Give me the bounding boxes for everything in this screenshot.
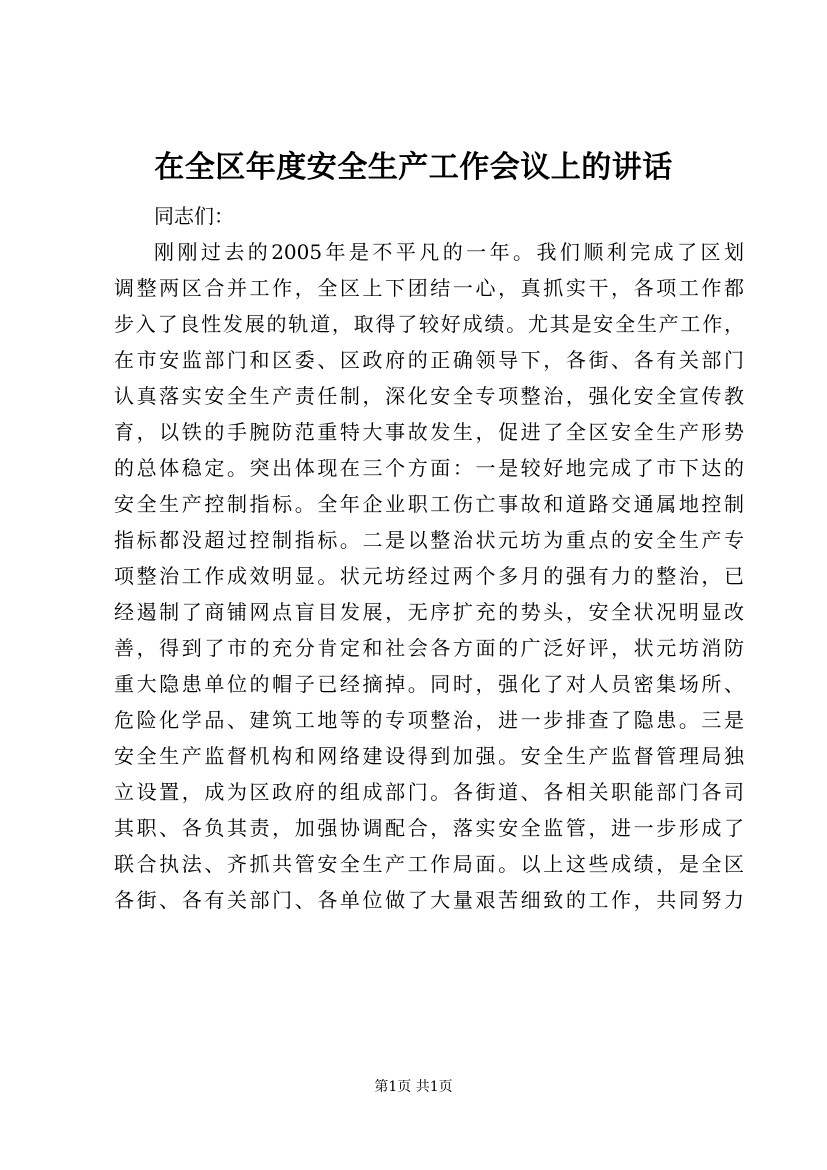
paragraph-line: 育，以铁的手腕防范重特大事故发生，促进了全区安全生产形势 xyxy=(114,420,744,444)
paragraph-line: 联合执法、齐抓共管安全生产工作局面。以上这些成绩，是全区 xyxy=(114,852,744,876)
paragraph-line: 其职、各负其责，加强协调配合，落实安全监管，进一步形成了 xyxy=(114,816,744,840)
paragraph-line: 在市安监部门和区委、区政府的正确领导下，各街、各有关部门 xyxy=(114,348,744,372)
paragraph-line: 认真落实安全生产责任制，深化安全专项整治，强化安全宣传教 xyxy=(114,384,744,408)
paragraph-line: 各街、各有关部门、各单位做了大量艰苦细致的工作，共同努力 xyxy=(114,888,744,912)
paragraph-line: 善，得到了市的充分肯定和社会各方面的广泛好评，状元坊消防 xyxy=(114,636,744,660)
greeting-line: 同志们： xyxy=(154,204,234,228)
paragraph-line: 经遏制了商铺网点盲目发展，无序扩充的势头，安全状况明显改 xyxy=(114,600,744,624)
paragraph-line: 重大隐患单位的帽子已经摘掉。同时，强化了对人员密集场所、 xyxy=(114,672,744,696)
paragraph-line: 指标都没超过控制指标。二是以整治状元坊为重点的安全生产专 xyxy=(114,528,744,552)
paragraph-line: 安全生产监督机构和网络建设得到加强。安全生产监督管理局独 xyxy=(114,744,744,768)
paragraph-line: 调整两区合并工作，全区上下团结一心，真抓实干，各项工作都 xyxy=(114,276,744,300)
page-footer: 第1页 共1页 xyxy=(374,1079,453,1095)
paragraph-line: 项整治工作成效明显。状元坊经过两个多月的强有力的整治，已 xyxy=(114,564,744,588)
paragraph-line: 刚刚过去的2005年是不平凡的一年。我们顺利完成了区划 xyxy=(154,240,744,264)
paragraph-line: 的总体稳定。突出体现在三个方面：一是较好地完成了市下达的 xyxy=(114,456,744,480)
paragraph-line: 立设置，成为区政府的组成部门。各街道、各相关职能部门各司 xyxy=(114,780,744,804)
paragraph-line: 步入了良性发展的轨道，取得了较好成绩。尤其是安全生产工作， xyxy=(114,312,744,336)
paragraph-line: 安全生产控制指标。全年企业职工伤亡事故和道路交通属地控制 xyxy=(114,492,744,516)
page-title: 在全区年度安全生产工作会议上的讲话 xyxy=(154,150,673,185)
body-text xyxy=(114,198,744,918)
paragraph-line: 危险化学品、建筑工地等的专项整治，进一步排查了隐患。三是 xyxy=(114,708,744,732)
